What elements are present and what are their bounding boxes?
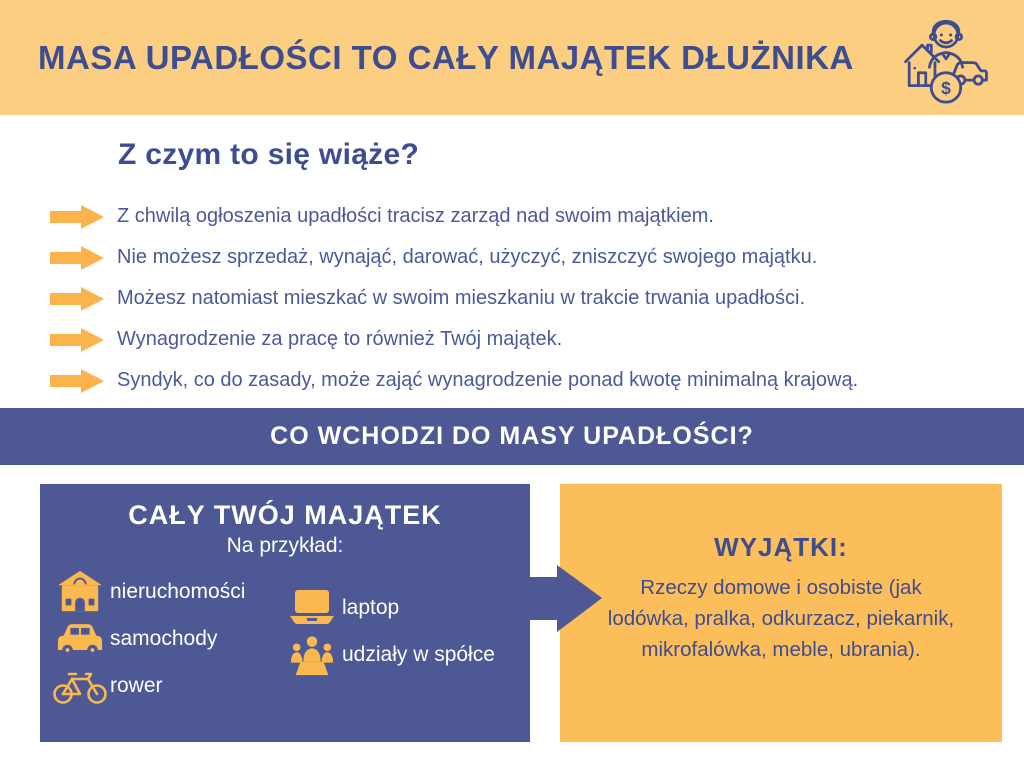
estate-box-subtitle: Na przykład: xyxy=(226,534,344,557)
estate-items-left xyxy=(50,568,245,709)
bicycle-icon xyxy=(50,667,110,704)
house-icon xyxy=(50,570,110,614)
exceptions-box-body: Rzeczy domowe i osobiste (jak lodówka, pralka, odkurzacz, piekarnik, mikrofalówka, meble, ubrania). xyxy=(607,576,955,661)
estate-box-title: CAŁY TWÓJ MAJĄTEK xyxy=(128,500,442,530)
bullet-text: Syndyk, co do zasady, może zająć wynagrodzenie ponad kwotę minimalną krajową. xyxy=(117,369,859,391)
bullet-item xyxy=(0,360,1024,401)
bullet-text: Z chwilą ogłoszenia upadłości tracisz zarząd nad swoim majątkiem. xyxy=(117,205,714,227)
arrow-right-icon xyxy=(50,287,104,311)
banner-title: CO WCHODZI DO MASY UPADŁOŚCI? xyxy=(270,422,754,450)
estate-item-label: rower xyxy=(110,673,163,697)
bullet-item xyxy=(0,319,1024,360)
estate-items-right xyxy=(282,584,495,678)
bullet-item xyxy=(0,278,1024,319)
person-house-car-coin-icon xyxy=(900,8,992,113)
bullet-item xyxy=(0,237,1024,278)
estate-item-label: laptop xyxy=(342,595,400,619)
section-heading: Z czym to się wiąże? xyxy=(118,138,420,171)
arrow-right-icon xyxy=(50,328,104,352)
exceptions-box xyxy=(560,484,1002,742)
estate-item xyxy=(282,584,495,631)
flow-arrow-icon xyxy=(505,560,605,640)
header-bar xyxy=(0,0,1024,115)
arrow-right-icon xyxy=(50,205,104,229)
bullet-list xyxy=(0,196,1024,401)
estate-item-label: samochody xyxy=(110,626,218,650)
estate-item-label: udziały w spółce xyxy=(342,642,495,666)
arrow-right-icon xyxy=(50,246,104,270)
estate-item-label: nieruchomości xyxy=(110,579,246,603)
estate-item xyxy=(50,662,245,709)
svg-text:$: $ xyxy=(941,77,951,98)
section-banner xyxy=(0,408,1024,465)
estate-item xyxy=(282,631,495,678)
car-icon xyxy=(50,620,110,657)
bullet-text: Nie możesz sprzedaż, wynająć, darować, użyczyć, zniszczyć swojego majątku. xyxy=(117,246,818,268)
arrow-right-icon xyxy=(50,369,104,393)
estate-item xyxy=(50,568,245,615)
bullet-item xyxy=(0,196,1024,237)
bullet-text: Możesz natomiast mieszkać w swoim mieszkaniu w trakcie trwania upadłości. xyxy=(117,287,806,309)
estate-box xyxy=(40,484,530,742)
page-title: MASA UPADŁOŚCI TO CAŁY MAJĄTEK DŁUŻNIKA xyxy=(38,38,854,76)
laptop-icon xyxy=(282,590,342,625)
company-shares-icon xyxy=(282,634,342,676)
estate-item xyxy=(50,615,245,662)
exceptions-box-title: WYJĄTKI: xyxy=(714,532,848,562)
bullet-text: Wynagrodzenie za pracę to również Twój majątek. xyxy=(117,328,563,350)
